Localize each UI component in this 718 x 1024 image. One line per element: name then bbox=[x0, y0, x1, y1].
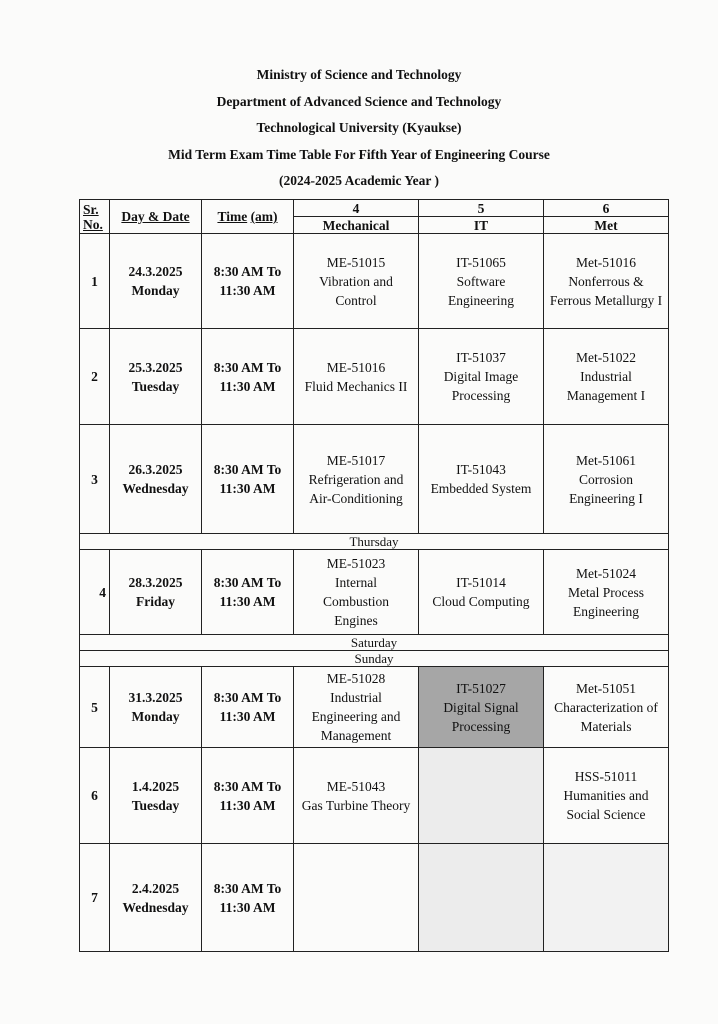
sr-cell: 1 bbox=[80, 234, 110, 329]
mechanical-cell: ME-51015 Vibration and Control bbox=[294, 234, 419, 329]
sr-no-header: Sr. No. bbox=[80, 200, 110, 234]
time-cell: 8:30 AM To 11:30 AM bbox=[202, 234, 294, 329]
date-cell: 25.3.2025 Tuesday bbox=[110, 329, 202, 425]
time-cell: 8:30 AM To 11:30 AM bbox=[202, 667, 294, 748]
gap-label: Thursday bbox=[80, 534, 669, 550]
gap-label: Saturday bbox=[80, 635, 669, 651]
group-name-mechanical: Mechanical bbox=[294, 217, 419, 234]
table-row bbox=[80, 667, 669, 748]
sr-cell: 2 bbox=[80, 329, 110, 425]
document-header bbox=[0, 65, 718, 198]
group-name-it: IT bbox=[419, 217, 544, 234]
met-cell: HSS-51011 Humanities and Social Science bbox=[544, 748, 669, 844]
table-row bbox=[80, 550, 669, 635]
header-row-numbers bbox=[80, 200, 669, 217]
day-date-header: Day & Date bbox=[110, 200, 202, 234]
met-cell: Met-51016 Nonferrous & Ferrous Metallurgy I bbox=[544, 234, 669, 329]
gap-row-sunday bbox=[80, 651, 669, 667]
date-cell: 31.3.2025 Monday bbox=[110, 667, 202, 748]
sr-cell: 3 bbox=[80, 425, 110, 534]
date-cell: 26.3.2025 Wednesday bbox=[110, 425, 202, 534]
header-ministry: Ministry of Science and Technology bbox=[256, 67, 462, 82]
mechanical-cell: ME-51043 Gas Turbine Theory bbox=[294, 748, 419, 844]
it-cell: IT-51037 Digital Image Processing bbox=[419, 329, 544, 425]
met-cell: Met-51051 Characterization of Materials bbox=[544, 667, 669, 748]
met-cell-empty bbox=[544, 844, 669, 952]
mechanical-cell: ME-51016 Fluid Mechanics II bbox=[294, 329, 419, 425]
date-cell: 24.3.2025 Monday bbox=[110, 234, 202, 329]
gap-row-thursday bbox=[80, 534, 669, 550]
group-name-met: Met bbox=[544, 217, 669, 234]
it-cell-highlighted: IT-51027 Digital Signal Processing bbox=[419, 667, 544, 748]
date-cell: 2.4.2025 Wednesday bbox=[110, 844, 202, 952]
sr-cell: 5 bbox=[80, 667, 110, 748]
table-row bbox=[80, 234, 669, 329]
table-row bbox=[80, 329, 669, 425]
time-cell: 8:30 AM To 11:30 AM bbox=[202, 844, 294, 952]
sr-cell: 6 bbox=[80, 748, 110, 844]
met-cell: Met-51061 Corrosion Engineering I bbox=[544, 425, 669, 534]
group-number: 5 bbox=[419, 200, 544, 217]
table-row bbox=[80, 748, 669, 844]
table-row bbox=[80, 844, 669, 952]
it-cell: IT-51065 Software Engineering bbox=[419, 234, 544, 329]
it-cell-empty bbox=[419, 844, 544, 952]
mechanical-cell-empty bbox=[294, 844, 419, 952]
met-cell: Met-51024 Metal Process Engineering bbox=[544, 550, 669, 635]
header-university: Technological University (Kyaukse) bbox=[256, 120, 462, 135]
header-academic-year: (2024-2025 Academic Year ) bbox=[278, 173, 440, 188]
date-cell: 28.3.2025 Friday bbox=[110, 550, 202, 635]
time-cell: 8:30 AM To 11:30 AM bbox=[202, 329, 294, 425]
met-cell: Met-51022 Industrial Management I bbox=[544, 329, 669, 425]
timetable bbox=[79, 199, 669, 952]
it-cell: IT-51043 Embedded System bbox=[419, 425, 544, 534]
mechanical-cell: ME-51023 Internal Combustion Engines bbox=[294, 550, 419, 635]
header-exam-title: Mid Term Exam Time Table For Fifth Year of Engineering Course bbox=[168, 146, 550, 162]
table-row bbox=[80, 425, 669, 534]
mechanical-cell: ME-51017 Refrigeration and Air-Conditioning bbox=[294, 425, 419, 534]
gap-label: Sunday bbox=[80, 651, 669, 667]
time-cell: 8:30 AM To 11:30 AM bbox=[202, 550, 294, 635]
date-cell: 1.4.2025 Tuesday bbox=[110, 748, 202, 844]
it-cell: IT-51014 Cloud Computing bbox=[419, 550, 544, 635]
time-cell: 8:30 AM To 11:30 AM bbox=[202, 748, 294, 844]
time-cell: 8:30 AM To 11:30 AM bbox=[202, 425, 294, 534]
sr-cell: 7 bbox=[80, 844, 110, 952]
group-number: 4 bbox=[294, 200, 419, 217]
mechanical-cell: ME-51028 Industrial Engineering and Management bbox=[294, 667, 419, 748]
it-cell-empty bbox=[419, 748, 544, 844]
gap-row-saturday bbox=[80, 635, 669, 651]
header-department: Department of Advanced Science and Technology bbox=[216, 93, 502, 109]
group-number: 6 bbox=[544, 200, 669, 217]
sr-cell: 4 bbox=[80, 550, 110, 635]
time-header: Time (am) bbox=[202, 200, 294, 234]
